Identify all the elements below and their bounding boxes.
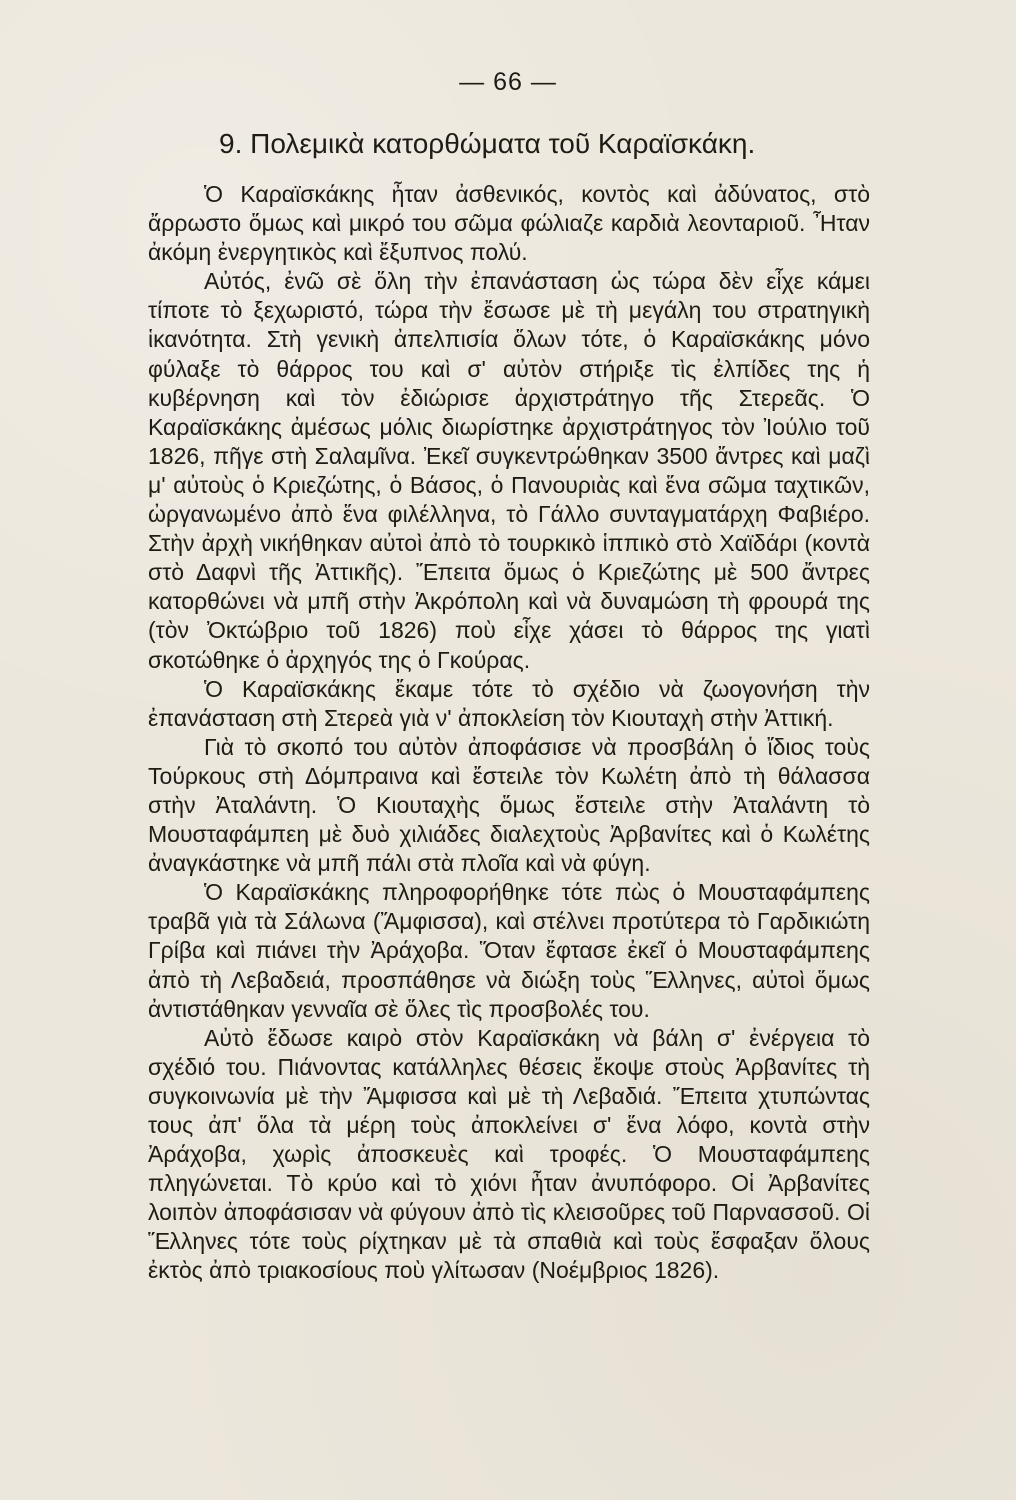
paragraph-5: Ὁ Καραϊσκάκης πληροφορήθηκε τότε πὼς ὁ Μουσταφάμπεης τραβᾶ γιὰ τὰ Σάλωνα (Ἄμφισσα), καὶ στέλνει προτύτερα τὸ Γαρδικιώτη Γρίβα καὶ πιάνει τὴν Ἀράχοβα. Ὅταν ἔφτασε ἐκεῖ ὁ Μουσταφάμπεης ἀπὸ τὴ Λεβαδειά, προσπάθησε νὰ διώξη τοὺς Ἕλληνες, αὐτοὶ ὅμως ἀντιστάθηκαν γενναῖα σὲ ὅλες τὶς προσβολές του.	[148, 879, 870, 1022]
section-heading: 9. Πολεμικὰ κατορθώματα τοῦ Καραϊσκάκη.	[219, 128, 756, 159]
paragraph-6: Αὐτὸ ἔδωσε καιρὸ στὸν Καραϊσκάκη νὰ βάλη σ' ἐνέργεια τὸ σχέδιό του. Πιάνοντας κατάλληλες θέσεις ἔκοψε στοὺς Ἀρβανίτες τὴ συγκοινωνία μὲ τὴν Ἄμφισσα καὶ μὲ τὴ Λεβαδιά. Ἔπειτα χτυπώντας τους ἀπ' ὅλα τὰ μέρη τοὺς ἀποκλείνει σ' ἕνα λόφο, κοντὰ στὴν Ἀράχοβα, χωρὶς ἀποσκευὲς καὶ τροφές. Ὁ Μουσταφάμπεης πληγώνεται. Τὸ κρύο καὶ τὸ χιόνι ἦταν ἀνυπόφορο. Οἱ Ἀρβανίτες λοιπὸν ἀποφάσισαν νὰ φύγουν ἀπὸ τὶς κλεισοῦρες τοῦ Παρνασσοῦ. Οἱ Ἕλληνες τότε τοὺς ρίχτηκαν μὲ τὰ σπαθιὰ καὶ τοὺς ἔσφαξαν ὅλους ἐκτὸς ἀπὸ τριακοσίους ποὺ γλίτωσαν (Νοέμβριος 1826).	[148, 1024, 870, 1284]
paragraph-2: Αὐτός, ἐνῶ σὲ ὅλη τὴν ἐπανάσταση ὡς τώρα δὲν εἶχε κάμει τίποτε τὸ ξεχωριστό, τώρα τὴν ἔσωσε μὲ τὴ μεγάλη του στρατηγικὴ ἱκανότητα. Στὴ γενικὴ ἀπελπισία ὅλων τότε, ὁ Καραϊσκάκης μόνο φύλαξε τὸ θάρρος του καὶ σ' αὐτὸν στήριξε τὶς ἐλπίδες της ἡ κυβέρνηση καὶ τὸν ἐδιώρισε ἀρχιστράτηγο τῆς Στερεᾶς. Ὁ Καραϊσκάκης ἀμέσως μόλις διωρίστηκε ἀρχιστράτηγος τὸν Ἰούλιο τοῦ 1826, πῆγε στὴ Σαλαμῖνα. Ἐκεῖ συγκεντρώθηκαν 3500 ἄντρες καὶ μαζὶ μ' αὐτοὺς ὁ Κριεζώτης, ὁ Βάσος, ὁ Πανουριὰς καὶ ἕνα σῶμα ταχτικῶν, ὠργανωμένο ἀπὸ ἕνα φιλέλληνα, τὸ Γάλλο συνταγματάρχη Φαβιέρο. Στὴν ἀρχὴ νικήθηκαν αὐτοὶ ἀπὸ τὸ τουρκικὸ ἱππικὸ στὸ Χαϊδάρι (κοντὰ στὸ Δαφνὶ τῆς Ἀττικῆς). Ἔπειτα ὅμως ὁ Κριεζώτης μὲ 500 ἄντρες κατορθώνει νὰ μπῆ στὴν Ἀκρόπολη καὶ νὰ δυναμώση τὴ φρουρά της (τὸν Ὀκτώβριο τοῦ 1826) ποὺ εἶχε χάσει τὸ θάρρος της γιατὶ σκοτώθηκε ὁ ἀρχηγός της ὁ Γκούρας.	[148, 268, 870, 673]
paragraph-3: Ὁ Καραϊσκάκης ἔκαμε τότε τὸ σχέδιο νὰ ζωογονήση τὴν ἐπανάσταση στὴ Στερεὰ γιὰ ν' ἀποκλείση τὸν Κιουταχὴ στὴν Ἀττική.	[148, 675, 870, 731]
page-number: — 66 —	[459, 68, 557, 96]
paragraph-1: Ὁ Καραϊσκάκης ἦταν ἀσθενικός, κοντὸς καὶ ἀδύνατος, στὸ ἄρρωστο ὅμως καὶ μικρό του σῶμα φώλιαζε καρδιὰ λεονταριοῦ. Ἦταν ἀκόμη ἐνεργητικὸς καὶ ἔξυπνος πολύ.	[148, 181, 870, 266]
paragraph-4: Γιὰ τὸ σκοπό του αὐτὸν ἀποφάσισε νὰ προσβάλη ὁ ἴδιος τοὺς Τούρκους στὴ Δόμπραινα καὶ ἔστειλε τὸν Κωλέτη ἀπὸ τὴ θάλασσα στὴν Ἀταλάντη. Ὁ Κιουταχὴς ὅμως ἔστειλε στὴν Ἀταλάντη τὸ Μουσταφάμπεη μὲ δυὸ χιλιάδες διαλεχτοὺς Ἀρβανίτες καὶ ὁ Κωλέτης ἀναγκάστηκε νὰ μπῆ πάλι στὰ πλοῖα καὶ νὰ φύγη.	[148, 733, 870, 877]
main-text	[148, 180, 870, 1286]
